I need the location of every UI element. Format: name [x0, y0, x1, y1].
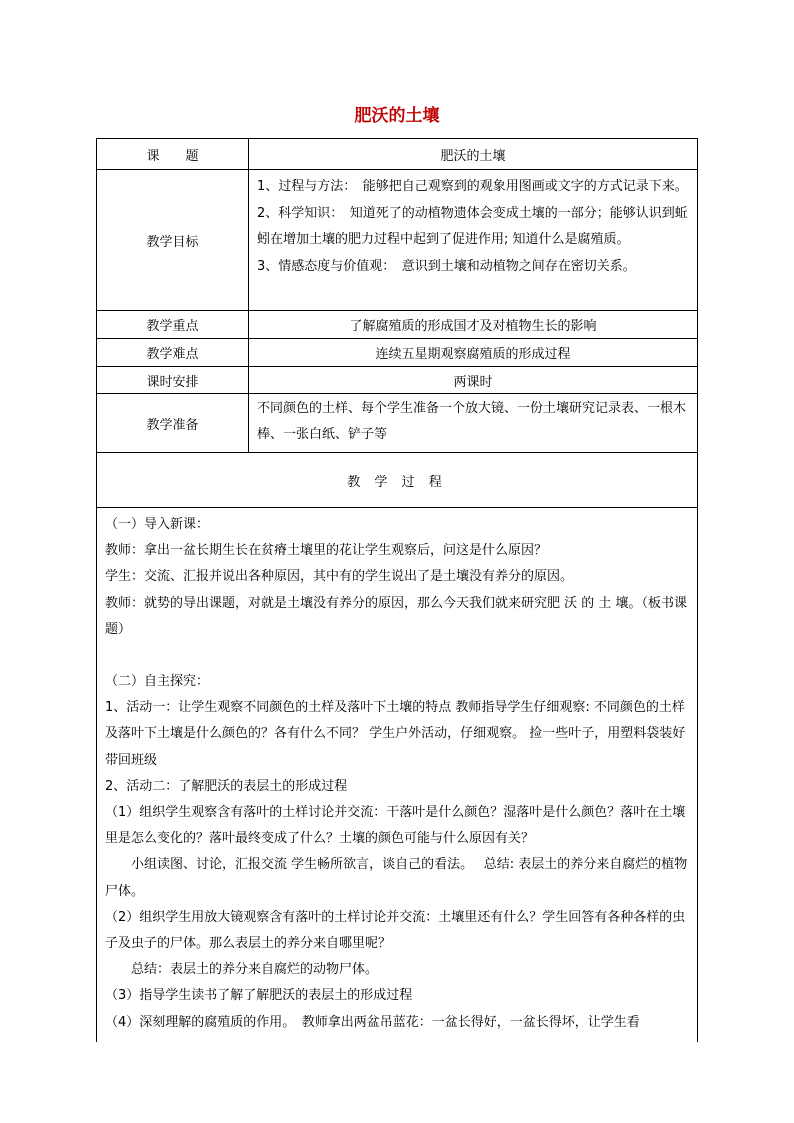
process-content: [97, 508, 697, 1042]
process-header: 教 学 过 程: [347, 474, 447, 490]
topic-label: 课 题: [97, 139, 249, 169]
schedule-value: 两课时: [453, 374, 493, 390]
process-paragraph: 1、活动一：让学生观察不同颜色的土样及落叶下土壤的特点 教师指导学生仔细观察: 不同颜色的土样及落叶下土壤是什么颜色的？各有什么不同？ 学生户外活动，仔细观察。 捡一些叶子，用塑料袋装好带回班级: [105, 700, 686, 768]
schedule-label: 课时安排: [97, 367, 249, 393]
process-blank-line: [105, 643, 693, 669]
difficulty-row: [96, 339, 698, 367]
topic-value: 肥沃的土壤: [440, 148, 506, 164]
key-point-row: [96, 311, 698, 339]
process-paragraph: （2）组织学生用放大镜观察含有落叶的土样讨论并交流：土壤里还有什么？学生回答有各种各样的虫子及虫子的尸体。那么表层土的养分来自哪里呢？: [105, 909, 686, 952]
goal-line: 1、过程与方法： 能够把自己观察到的观象用图画或文字的方式记录下来。: [257, 179, 688, 194]
difficulty-label: 教学难点: [97, 339, 249, 366]
process-paragraph: 小组读图、讨论，汇报交流 学生畅所欲言，谈自己的看法。 总结: 表层土的养分来自腐烂的植物尸体。: [105, 857, 688, 899]
preparation-row: [96, 394, 698, 453]
goals-row: [96, 170, 698, 311]
process-row: [96, 508, 698, 1042]
process-paragraph: 教师：拿出一盆长期生长在贫瘠土壤里的花让学生观察后，问这是什么原因？: [105, 543, 548, 559]
lesson-plan-table: [96, 138, 698, 1042]
process-paragraph: 教师：就势的导出课题，对就是土壤没有养分的原因，那么今天我们就来研究肥 沃 的 土 壤。（板书课题）: [105, 595, 688, 637]
process-paragraph: 2、活动二：了解肥沃的表层土的形成过程: [105, 778, 348, 794]
process-paragraph: （1）组织学生观察含有落叶的土样讨论并交流：干落叶是什么颜色？湿落叶是什么颜色？落叶在土壤里是怎么变化的？落叶最终变成了什么？土壤的颜色可能与什么原因有关？: [105, 805, 686, 847]
process-paragraph: （二）自主探究：: [105, 674, 210, 690]
process-paragraph: （3）指导学生读书了解了解肥沃的表层土的形成过程: [105, 988, 413, 1004]
goals-value: [249, 170, 697, 310]
difficulty-value: 连续五星期观察腐殖质的形成过程: [375, 347, 571, 362]
process-paragraph: 学生：交流、汇报并说出各种原因，其中有的学生说出了是土壤没有养分的原因。: [105, 569, 574, 585]
goals-label: 教学目标: [97, 170, 249, 310]
topic-row: [96, 138, 698, 170]
process-paragraph: （4）深刻理解的腐殖质的作用。 教师拿出两盆吊蓝花：一盆长得好，一盆长得坏，让学生看: [105, 1014, 640, 1030]
goal-line: 3、情感态度与价值观： 意识到土壤和动植物之间存在密切关系。: [257, 258, 636, 274]
key-point-value: 了解腐殖质的形成国才及对植物生长的影响: [349, 319, 597, 334]
preparation-value: 不同颜色的土样、每个学生准备一个放大镜、一份土壤研究记录表、一根木棒、一张白纸、铲子等: [257, 401, 687, 442]
process-paragraph: 总结：表层土的养分来自腐烂的动物尸体。: [131, 962, 379, 978]
schedule-row: [96, 367, 698, 394]
document-title: 肥沃的土壤: [354, 106, 440, 126]
goal-line: 2、科学知识： 知道死了的动植物遗体会变成土壤的一部分；能够认识到蚯蚓在增加土壤的肥力过程中起到了促进作用; 知道什么是腐殖质。: [257, 205, 688, 247]
key-point-label: 教学重点: [97, 311, 249, 338]
process-header-row: [96, 453, 698, 508]
process-paragraph: （一）导入新课：: [105, 517, 210, 532]
preparation-label: 教学准备: [97, 394, 249, 452]
